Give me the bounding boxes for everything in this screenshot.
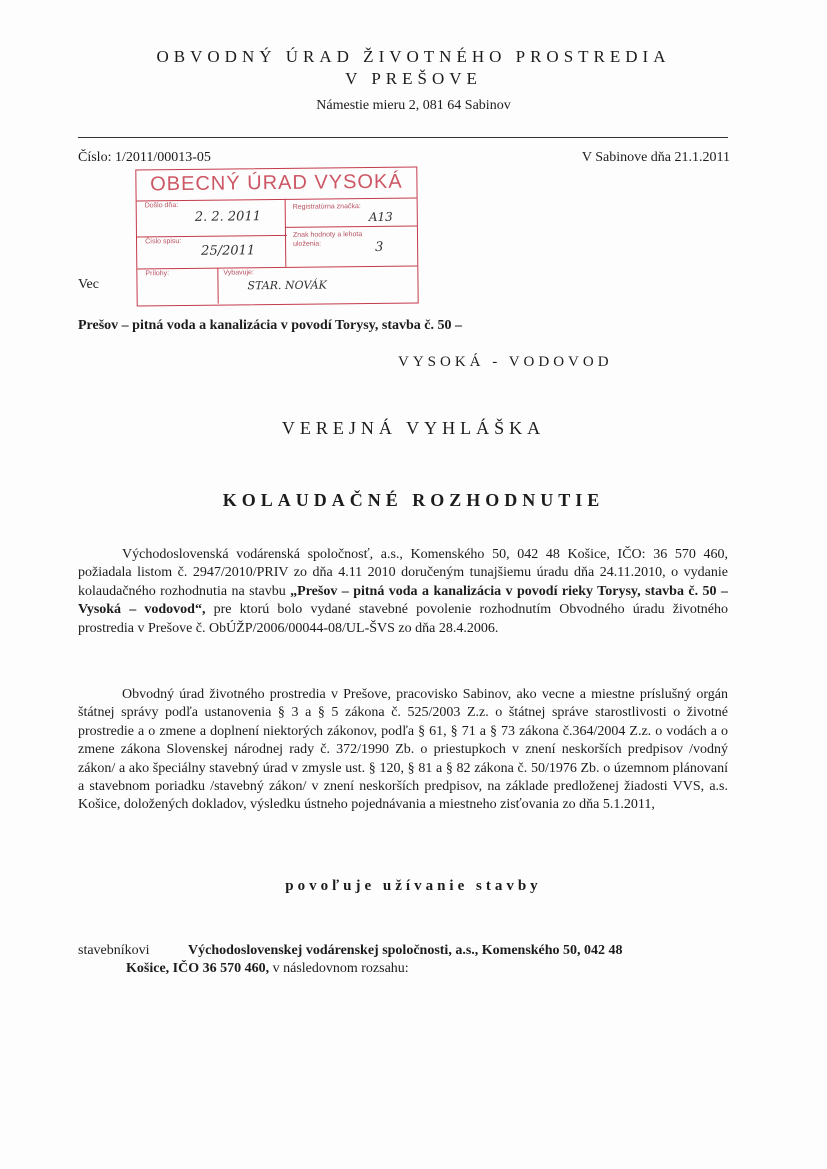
permit-heading: povoľuje užívanie stavby	[285, 878, 542, 894]
stamp-rule	[285, 226, 417, 228]
project-name: VYSOKÁ - VODOVOD	[398, 354, 613, 370]
stamp-label-retention: Znak hodnoty a lehota uloženia:	[292, 231, 363, 248]
stamp-label-handled-by: Vybavuje:	[223, 269, 254, 277]
office-address: Námestie mieru 2, 081 64 Sabinov	[316, 98, 511, 113]
builder-name: Východoslovenskej vodárenskej spoločnosti, a.s., Komenského 50, 042 48	[188, 943, 623, 958]
stamp-value-retention: 3	[375, 239, 384, 255]
document-date: V Sabinove dňa 21.1.2011	[581, 150, 730, 165]
paragraph-authority	[78, 686, 728, 815]
builder-scope: v následovnom rozsahu:	[269, 961, 409, 977]
stamp-label-received: Došlo dňa:	[144, 202, 179, 210]
builder-block	[78, 942, 728, 979]
paragraph-application-text1: Východoslovenská vodárenská spoločnosť, a.s., Komenského 50, 042 48 Košice, IČO: 36 570 460, požiadala listom č. 2947/2010/PRIV zo dňa 4.11 2010 doručeným tunajšiemu úradu dňa 24.11.2010, o vydanie kolaudačného rozhodnutia na stavbu	[78, 547, 728, 599]
paragraph-authority-text: Obvodný úrad životného prostredia v Prešove, pracovisko Sabinov, ako vecne a miestne príslušný orgán štátnej správy podľa ustanovenia § 3 a § 5 zákona č. 525/2003 Z.z. o štátnej správe starostlivosti o životné prostredie a o zmene a doplnení niektorých zákonov, podľa § 61, § 71 a § 73 zákona č.364/2004 Z.z. o vodách a o zmene zákona Slovenskej národnej rady č. 372/1990 Zb. o priestupkoch v znení neskorších predpisov /vodný zákon/ a ako špeciálny stavebný úrad v zmysle ust. § 120, § 81 a § 82 zákona č. 50/1976 Zb. o územnom plánovaní a stavebnom poriadku /stavebný zákon/ v znení neskorších predpisov, na základe predloženej žiadosti VVS, a.s. Košice, doložených dokladov, výsledku ústneho pojednávania a miestneho zisťovania zo dňa 5.1.2011,	[78, 687, 728, 813]
stamp-title: OBECNÝ ÚRAD VYSOKÁ	[150, 170, 403, 196]
office-name-line1: OBVODNÝ ÚRAD ŽIVOTNÉHO PROSTREDIA	[156, 47, 671, 66]
builder-name-continued: Košice, IČO 36 570 460,	[126, 961, 270, 977]
stamp-rule	[137, 198, 417, 202]
stamp-label-file-number: Číslo spisu:	[145, 238, 182, 246]
paragraph-application-text2: pre ktorú bolo vydané stavebné povolenie rozhodnutím Obvodného úradu životného prostredia v Prešove č. ObÚŽP/2006/00044-08/UL-ŠVS zo dňa 28.4.2006.	[78, 602, 728, 636]
stamp-value-file-number: 25/2011	[201, 243, 256, 259]
stamp-value-registry: A13	[368, 209, 393, 225]
notice-title: VEREJNÁ VYHLÁŠKA	[281, 418, 546, 438]
stamp-rule	[137, 235, 287, 238]
subject-line: Prešov – pitná voda a kanalizácia v povodí Torysy, stavba č. 50 –	[78, 318, 463, 333]
builder-line2	[78, 960, 728, 978]
decision-title: KOLAUDAČNÉ ROZHODNUTIE	[222, 490, 605, 510]
stamp-rule	[217, 268, 218, 304]
paragraph-application	[78, 546, 728, 638]
stamp-value-handled-by: STAR. NOVÁK	[247, 278, 327, 293]
header-divider	[78, 137, 728, 138]
office-name-line2: V PREŠOVE	[345, 69, 482, 88]
stamp-value-received: 2. 2. 2011	[194, 209, 262, 225]
stamp-label-registry: Registratúrna značka:	[292, 203, 361, 211]
registry-stamp	[135, 167, 418, 307]
builder-lead: stavebníkovi	[78, 943, 150, 958]
reference-number: Číslo: 1/2011/00013-05	[78, 150, 211, 165]
subject-label: Vec	[78, 277, 99, 292]
stamp-label-attachments: Prílohy:	[145, 270, 170, 278]
stamp-rule	[285, 199, 287, 267]
stamp-rule	[137, 266, 417, 270]
paragraph-application-project: „Prešov – pitná voda a kanalizácia v povodí rieky Torysy, stavba č. 50 – Vysoká – vodovod“,	[78, 583, 728, 618]
builder-line1	[78, 942, 728, 960]
office-header	[0, 46, 827, 90]
